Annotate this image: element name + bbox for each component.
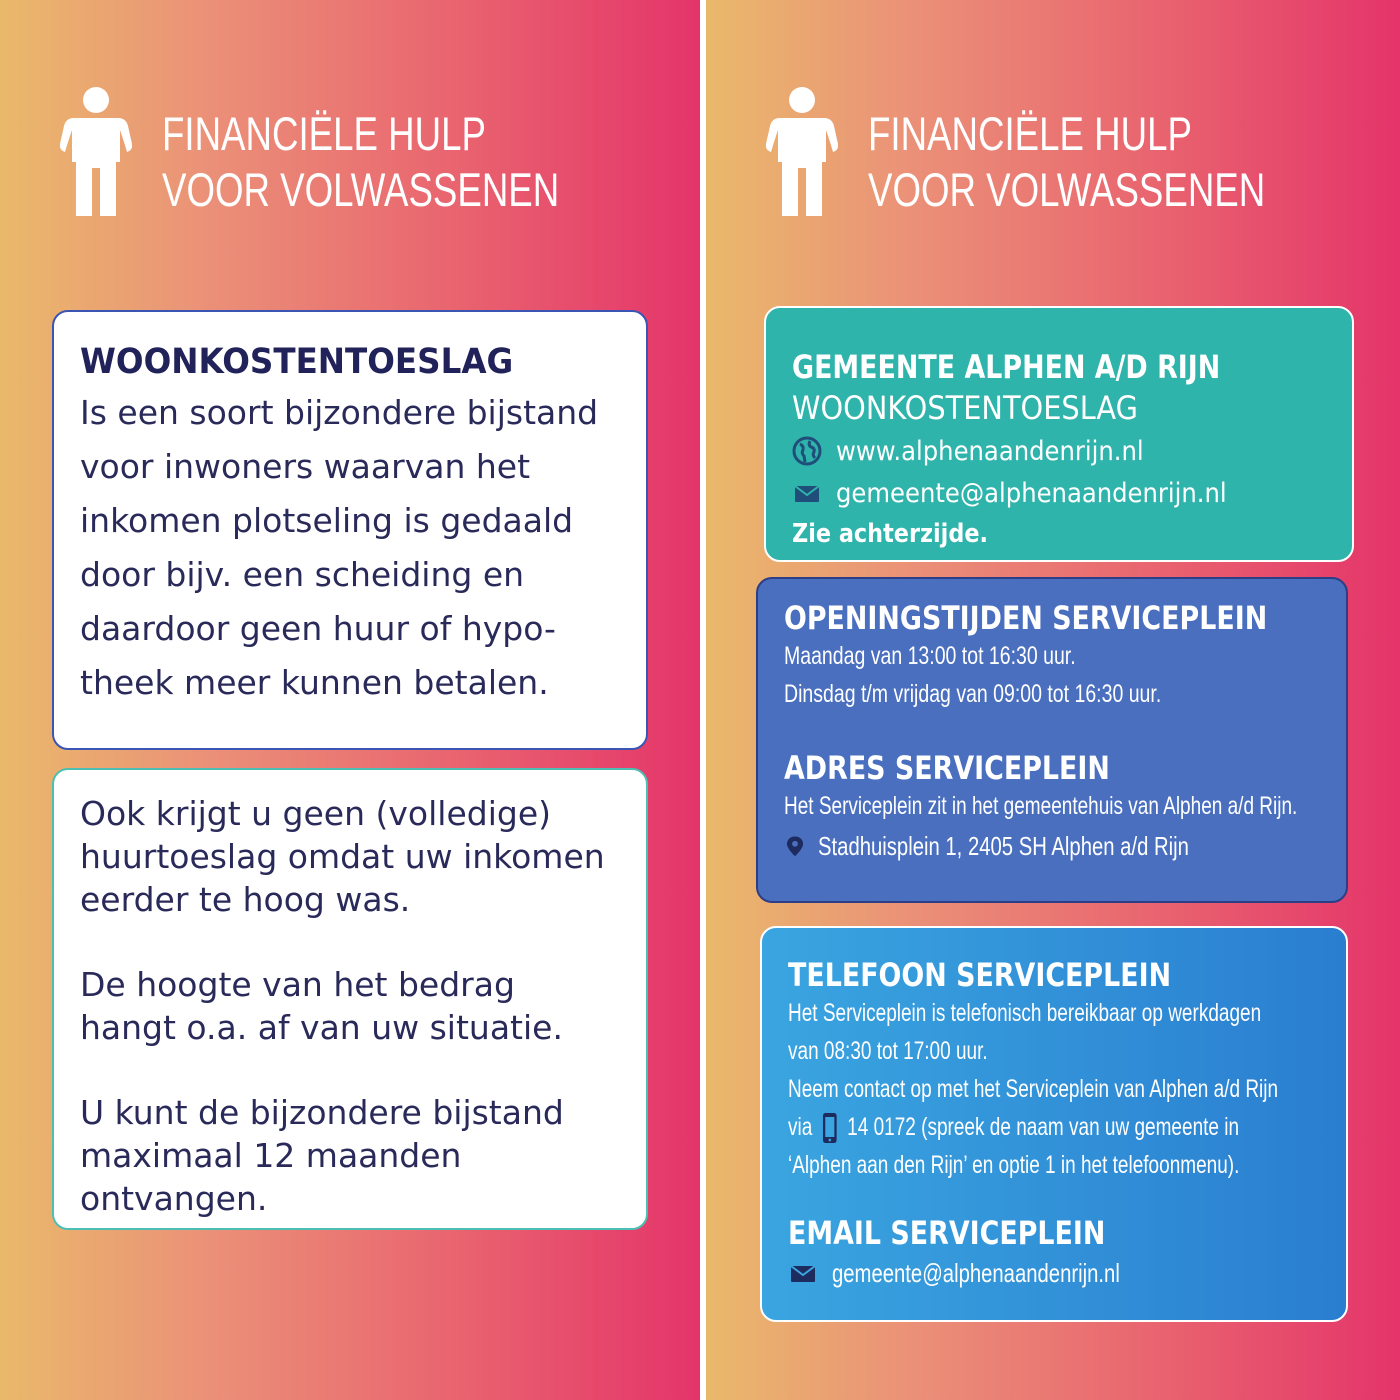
header-title: [162, 106, 559, 218]
opening-line: Dinsdag t/m vrijdag van 09:00 tot 16:30 uur.: [784, 680, 1162, 708]
email-row[interactable]: [792, 472, 1330, 514]
header-title-line1: FINANCIËLE HULP: [868, 107, 1192, 160]
panel-header: [706, 78, 1400, 228]
body-line: inkomen plotseling is gedaald: [80, 501, 574, 540]
header-title-line1: FINANCIËLE HULP: [162, 107, 486, 160]
telefoon-line: Het Serviceplein is telefonisch bereikbaar op werkdagen: [788, 999, 1262, 1027]
extra-info-card: [52, 768, 648, 1230]
spacer: [788, 1184, 1324, 1214]
paragraph-huurtoeslag: [80, 792, 620, 921]
body-line: daardoor geen huur of hypo-: [80, 609, 556, 648]
serviceplein-email-row[interactable]: [788, 1252, 1324, 1294]
right-panel: [706, 0, 1400, 1400]
header-title: [868, 106, 1265, 218]
gemeente-subtitle: WOONKOSTENTOESLAG: [792, 389, 1138, 427]
paragraph-bedrag: [80, 963, 620, 1049]
phone-number-text[interactable]: 14 0172 (spreek de naam van uw gemeente in: [847, 1113, 1240, 1141]
paragraph-line: Ook krijgt u geen (volledige): [80, 794, 551, 833]
adres-text: Het Serviceplein zit in het gemeentehuis van Alphen a/d Rijn.: [784, 792, 1298, 820]
person-icon: [766, 86, 838, 216]
website-link[interactable]: www.alphenaandenrijn.nl: [836, 435, 1144, 467]
paragraph-line: huurtoeslag omdat uw inkomen: [80, 837, 605, 876]
email-serviceplein-title: EMAIL SERVICEPLEIN: [788, 1214, 1106, 1252]
serviceplein-email-link[interactable]: gemeente@alphenaandenrijn.nl: [832, 1257, 1120, 1288]
address-row: [784, 825, 1324, 867]
body-line: theek meer kunnen betalen.: [80, 663, 549, 702]
mail-icon: [792, 478, 822, 508]
paragraph-line: maximaal 12 maanden ontvangen.: [80, 1136, 462, 1218]
openingstijden-card: [756, 577, 1348, 903]
header-title-line2: VOOR VOLWASSENEN: [162, 163, 560, 216]
telefoon-line: ‘Alphen aan den Rijn’ en optie 1 in het telefoonmenu).: [788, 1151, 1240, 1179]
paragraph-line: eerder te hoog was.: [80, 880, 411, 919]
telefoon-line: van 08:30 tot 17:00 uur.: [788, 1037, 988, 1065]
zie-achterzijde: Zie achterzijde.: [792, 519, 988, 549]
telefoon-title: TELEFOON SERVICEPLEIN: [788, 956, 1172, 994]
phone-icon: [822, 1112, 837, 1144]
telefoon-card: [760, 926, 1348, 1322]
spacer: [784, 713, 1324, 749]
header-title-line2: VOOR VOLWASSENEN: [868, 163, 1266, 216]
paragraph-line: hangt o.a. af van uw situatie.: [80, 1008, 563, 1047]
adres-title: ADRES SERVICEPLEIN: [784, 749, 1110, 787]
paragraph-line: De hoogte van het bedrag: [80, 965, 515, 1004]
telefoon-line: Neem contact op met het Serviceplein van Alphen a/d Rijn: [788, 1075, 1279, 1103]
person-icon: [60, 86, 132, 216]
body-line: Is een soort bijzondere bijstand: [80, 393, 599, 432]
globe-icon: [792, 436, 822, 466]
paragraph-duur: [80, 1091, 620, 1220]
card-heading: WOONKOSTENTOESLAG: [80, 342, 514, 382]
paragraph-line: U kunt de bijzondere bijstand: [80, 1093, 564, 1132]
telefoon-line-phone: [788, 1108, 1240, 1146]
woonkostentoeslag-card: [52, 310, 648, 750]
via-text: via: [788, 1113, 813, 1141]
body-line: door bijv. een scheiding en: [80, 555, 525, 594]
map-pin-icon: [784, 831, 806, 861]
mail-icon: [788, 1258, 818, 1288]
gemeente-title: GEMEENTE ALPHEN A/D RIJN: [792, 348, 1221, 386]
email-link[interactable]: gemeente@alphenaandenrijn.nl: [836, 477, 1227, 509]
gemeente-card: [764, 306, 1354, 562]
card-body: [80, 386, 620, 710]
panel-header: [0, 78, 700, 228]
opening-line: Maandag van 13:00 tot 16:30 uur.: [784, 642, 1076, 670]
body-line: voor inwoners waarvan het: [80, 447, 531, 486]
openingstijden-title: OPENINGSTIJDEN SERVICEPLEIN: [784, 599, 1268, 637]
address-text: Stadhuisplein 1, 2405 SH Alphen a/d Rijn: [818, 830, 1189, 861]
website-row[interactable]: [792, 430, 1330, 472]
